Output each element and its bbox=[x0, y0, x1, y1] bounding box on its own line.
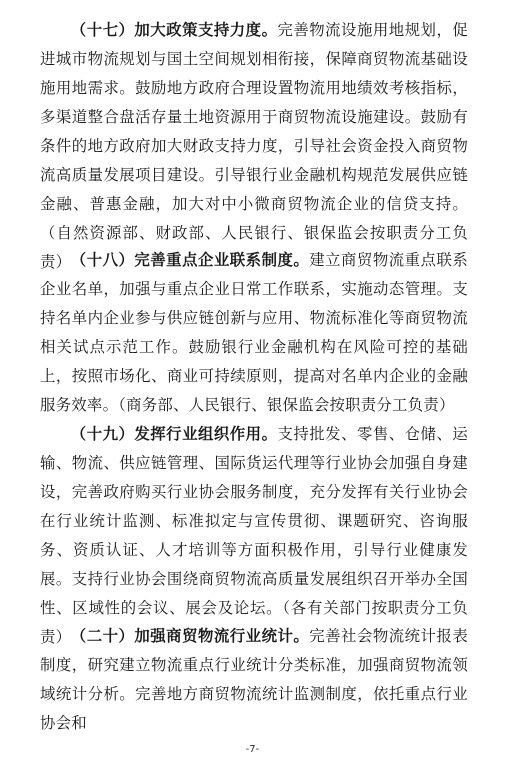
section-19-body: 支持批发、零售、仓储、运输、物流、供应链管理、国际货运代理等行业协会加强自身建设，完善政府购买行业协会服务制度，充分发挥有关行业协会在行业统计监测、标准拟定与宣传贯彻、课题研究、咨询服务、资质认证、人才培训等方面积极作用，引导行业健康发展。支持行业协会围绕商贸物流高质量发展组织召开举办全国性、区域性的会议、展会及论坛。（各有关部门按职责分工负责） bbox=[40, 425, 468, 646]
section-19 bbox=[40, 420, 468, 652]
section-17 bbox=[40, 16, 468, 277]
page-number: -7- bbox=[245, 744, 260, 755]
section-20-heading: （二十）加强商贸物流行业统计。 bbox=[70, 627, 310, 645]
section-20 bbox=[40, 622, 468, 738]
section-18 bbox=[40, 246, 468, 420]
section-19-heading: （十九）发挥行业组织作用。 bbox=[70, 425, 278, 443]
section-18-body: 建立商贸物流重点联系企业名单，加强与重点企业日常工作联系，实施动态管理。支持名单内企业参与供应链创新与应用、物流标准化等商贸物流相关试点示范工作。鼓励银行业金融机构在风险可控的基础上，按照市场化、商业可持续原则，提高对名单内企业的金融服务效率。（商务部、人民银行、银保监会按职责分工负责） bbox=[40, 251, 468, 414]
section-20-body: 完善社会物流统计报表制度，研究建立物流重点行业统计分类标准，加强商贸物流领域统计分析。完善地方商贸物流统计监测制度，依托重点行业协会和 bbox=[40, 627, 468, 732]
section-17-body: 完善物流设施用地规划，促进城市物流规划与国土空间规划相衔接，保障商贸物流基础设施用地需求。鼓励地方政府合理设置物流用地绩效考核指标，多渠道整合盘活存量土地资源用于商贸物流设施建设。鼓励有条件的地方政府加大财政支持力度，引导社会资金投入商贸物流高质量发展项目建设。引导银行业金融机构规范发展供应链金融、普惠金融，加大对中小微商贸物流企业的信贷支持。（自然资源部、财政部、人民银行、银保监会按职责分工负责） bbox=[40, 21, 468, 271]
section-17-heading: （十七）加大政策支持力度。 bbox=[70, 21, 278, 39]
section-18-heading: （十八）完善重点企业联系制度。 bbox=[70, 251, 310, 269]
